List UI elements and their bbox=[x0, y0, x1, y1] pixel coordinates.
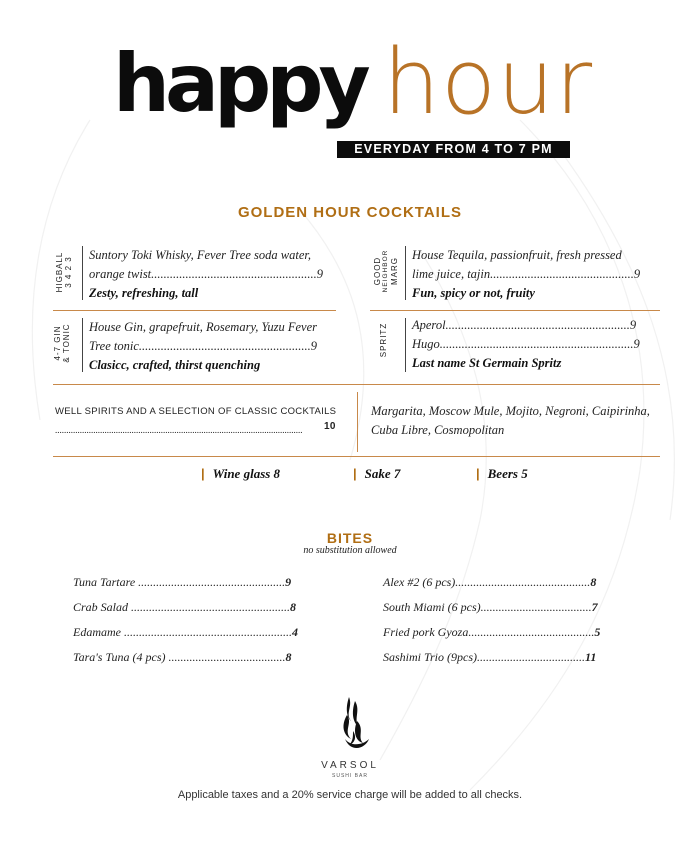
bites-right-list bbox=[383, 575, 633, 675]
spritz-tagline: Last name St Germain Spritz bbox=[412, 356, 562, 370]
wine-item: | Wine glass 8 bbox=[201, 466, 281, 481]
brand-subtitle: SUSHI BAR bbox=[332, 773, 368, 779]
highball-divider bbox=[82, 246, 83, 300]
brand-name: VARSOL bbox=[321, 760, 379, 771]
spritz-divider bbox=[405, 318, 406, 372]
list-item: Tuna Tartare .................................................9 bbox=[73, 575, 292, 589]
list-item: Crab Salad .....................................................8 bbox=[73, 600, 297, 614]
highball-label: HIGBALL 3 4 2 3 bbox=[55, 251, 73, 293]
bites-subtitle: no substitution allowed bbox=[303, 545, 397, 556]
divider-row1-right bbox=[370, 310, 660, 311]
divider-vertical-well bbox=[357, 392, 358, 452]
highball-tagline: Zesty, refreshing, tall bbox=[89, 286, 199, 300]
classic-cocktails-list: Margarita, Moscow Mule, Mojito, Negroni, Caipirinha, Cuba Libre, Cosmopolitan bbox=[371, 404, 650, 437]
list-item: South Miami (6 pcs).....................................7 bbox=[383, 600, 598, 614]
well-spirits-price-line: .............................................................................................................. bbox=[55, 425, 303, 435]
divider-row1-left bbox=[53, 310, 336, 311]
well-spirits-title: WELL SPIRITS AND A SELECTION OF CLASSIC COCKTAILS bbox=[55, 406, 337, 417]
title-hour: hour bbox=[383, 30, 594, 135]
gin-divider bbox=[82, 318, 83, 372]
list-item: Tara's Tuna (4 pcs) .......................................8 bbox=[73, 650, 292, 664]
gin-description: House Gin, grapefruit, Rosemary, Yuzu Fever Tree tonic.......................................................9 bbox=[89, 320, 318, 353]
list-item: Alex #2 (6 pcs).............................................8 bbox=[383, 575, 597, 589]
gin-tagline: Clasicc, crafted, thirst quenching bbox=[89, 358, 261, 372]
title-happy: happy bbox=[113, 37, 366, 130]
divider-row2 bbox=[53, 384, 660, 385]
marg-tagline: Fun, spicy or not, fruity bbox=[412, 286, 535, 300]
divider-row3 bbox=[53, 456, 660, 457]
sake-item: | Sake 7 bbox=[353, 466, 401, 481]
varsol-flame-logo-icon bbox=[335, 695, 375, 755]
well-spirits-price: 10 bbox=[324, 421, 336, 432]
spritz-label: SPRITZ bbox=[379, 322, 388, 358]
service-charge-note: Applicable taxes and a 20% service charge will be added to all checks. bbox=[177, 789, 523, 801]
marg-divider bbox=[405, 246, 406, 300]
gin-label: 4-7 GIN & TONIC bbox=[53, 323, 71, 363]
marg-description: House Tequila, passionfruit, fresh pressed lime juice, tajin..............................................9 bbox=[412, 248, 641, 281]
bites-title: BITES bbox=[326, 530, 374, 546]
schedule-band: EVERYDAY FROM 4 TO 7 PM bbox=[337, 141, 570, 158]
marg-label: GOOD NEIGHBOR MARG bbox=[373, 249, 399, 293]
bites-left-list bbox=[73, 575, 323, 675]
beers-item: | Beers 5 bbox=[476, 466, 528, 481]
list-item: Sashimi Trio (9pcs)....................................11 bbox=[383, 650, 597, 664]
list-item: Edamame ........................................................4 bbox=[73, 625, 298, 639]
list-item: Fried pork Gyoza..........................................5 bbox=[383, 625, 601, 639]
spritz-description: Aperol...........................................................9 Hugo..............................................................9 bbox=[412, 318, 640, 351]
highball-description: Suntory Toki Whisky, Fever Tree soda water, orange twist.....................................................9 bbox=[89, 248, 324, 281]
cocktails-title: GOLDEN HOUR COCKTAILS bbox=[237, 204, 463, 221]
